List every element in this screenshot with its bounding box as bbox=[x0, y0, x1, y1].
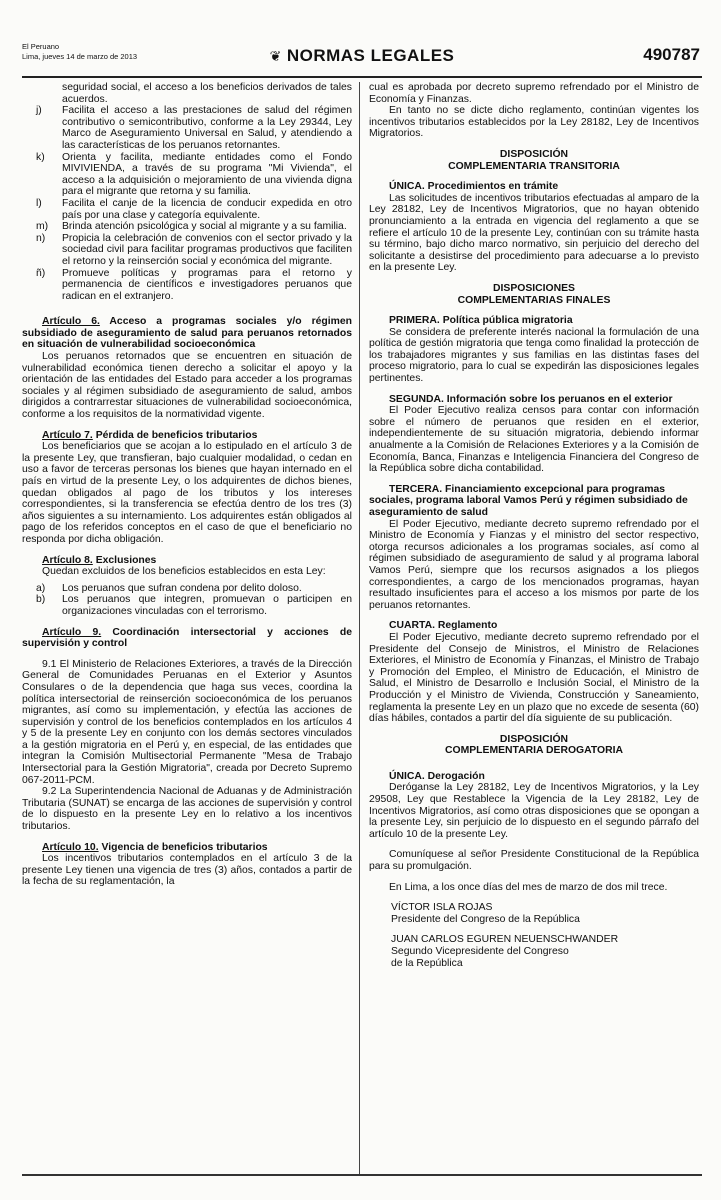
article-9-paragraph-1: 9.1 El Ministerio de Relaciones Exteriores, a través de la Dirección General de Comunidades Peruanas en el Exterior y Asuntos Consulares o de la dependencia que haga sus veces, coordina la política intersectorial de reinserción socioeconómica de los peruanos migrantes, así como su implementación, y efectúa las acciones de supervisión y control de los beneficios contemplados en los artículos 4 y 5 de la presente Ley en conjunto con los demás sectores vinculados a la gestión migratoria en el Perú y, en especial, de las entidades que integran la Comisión Multisectorial Permanente "Mesa de Trabajo Intersectorial para la Gestión Migratoria", creada por Decreto Supremo 067-2011-PCM. bbox=[22, 658, 352, 786]
heading-line: COMPLEMENTARIAS FINALES bbox=[457, 294, 611, 306]
article-number: Artículo 10. bbox=[42, 841, 99, 853]
article-10-text: Los incentivos tributarios contemplados en el artículo 3 de la presente Ley tienen una vigencia de tres (3) años, contados a partir de la fecha de su reglamentación, la bbox=[22, 853, 352, 888]
heading-line: DISPOSICIONES bbox=[493, 282, 575, 294]
signatory-1-role: Presidente del Congreso de la República bbox=[391, 913, 580, 925]
tercera-text: El Poder Ejecutivo, mediante decreto supremo refrendado por el Ministro de Economía y Fianzas y el ministro del sector respectivo, otorga recursos adicionales a los programas sociales, así como al régimen subsidiado de aseguramiento de salud y al programa laboral Vamos Perú, siempre que los recursos asignados a los pliegos correspondientes, a cargo de los mencionados programas, hayan resultado insuficientes para el acceso a los mismos por parte de los peruanos retornantes. bbox=[369, 518, 699, 611]
list-marker: j) bbox=[36, 105, 42, 117]
final-provisions-heading bbox=[369, 283, 699, 306]
article-6-heading bbox=[22, 316, 352, 351]
article-title: Exclusiones bbox=[92, 554, 157, 566]
segunda-text: El Poder Ejecutivo realiza censos para contar con información sobre el número de peruanos que residen en el exterior, independientemente de su situación migratoria, debiendo informar anualmente a la Comisión de Relaciones Exteriores y a la Comisión de Economía, Banca, Finanzas e Inteligencia Financiera del Congreso de la República sobre dicha contabilidad. bbox=[369, 405, 699, 475]
article-8-heading bbox=[22, 555, 352, 567]
list-marker: k) bbox=[36, 151, 45, 163]
list-item bbox=[22, 105, 352, 151]
article-10-heading bbox=[22, 842, 352, 854]
column-divider bbox=[359, 82, 360, 1174]
cuarta-text: El Poder Ejecutivo, mediante decreto supremo refrendado por el Presidente del Consejo de Ministros, el Ministro de Relaciones Exteriores, el Ministro de Economía y Finanzas, el Ministro de Trabajo y Promoción del Empleo, el Ministro de Educación, el Ministro de Salud, el Ministro de Desarrollo e Inclusión Social, el Ministro de la Producción y el Ministro de Vivienda, Construcción y Saneamiento, reglamenta la presente Ley en un plazo que no excede de sesenta (60) días hábiles, contados a partir del día siguiente de su publicación. bbox=[369, 631, 699, 725]
list-text: Propicia la celebración de convenios con el sector privado y la sociedad civil para facilitar programas productivos que faciliten el retorno y la reinserción social y económica del migrante. bbox=[62, 232, 352, 267]
list-item bbox=[22, 198, 352, 221]
primera-title: PRIMERA. Política pública migratoria bbox=[389, 315, 573, 327]
coat-of-arms-icon: ❦ bbox=[269, 48, 282, 64]
derogatory-heading bbox=[369, 734, 699, 757]
signatory-2-name: JUAN CARLOS EGUREN NEUENSCHWANDER bbox=[391, 934, 619, 946]
unica-procedimientos-text: Las solicitudes de incentivos tributarios efectuadas al amparo de la Ley 28182, Ley de Incentivos Migratorios, que no hayan obtenido pronunciamiento a la entrada en vigencia del reglamento a que se refiere el artículo 10 de la presente Ley, continúan con su trámite hasta su término, bajo dicho marco normativo, sin perjuicio del derecho del solicitante a desistirse del procedimiento para adecuarse a lo previsto en la presente Ley. bbox=[369, 192, 699, 274]
newspaper-name: El Peruano bbox=[22, 42, 60, 51]
unica-derogacion-text: Deróganse la Ley 28182, Ley de Incentivos Migratorios, y la Ley 29508, Ley que Restablece la Vigencia de la Ley 28182, Ley de Incentivos Migratorios, así como otras disposiciones que se opongan a la presente Ley, sin perjuicio de lo dispuesto en el segundo párrafo del artículo 10 de la presente Ley. bbox=[369, 782, 699, 840]
article-7-text: Los beneficiarios que se acojan a lo estipulado en el artículo 3 de la presente Ley, que transfieran, bajo cualquier modalidad, o cedan en uso a favor de terceras personas los bienes que hayan internado en el país en virtud de la presente Ley, o los adquirentes de dichos bienes, quedan obligados al pago de los tributos y los intereses correspondientes, si la transferencia se efectúa dentro de los tres (3) años siguientes a su internamiento. Los adquirentes están obligados al pago de los referidos conceptos en el caso de que el beneficiario no responda por dicha obligación. bbox=[22, 441, 352, 545]
article-title: Acceso a programas sociales y/o régimen subsidiado de aseguramiento de salud para peruanos retornados en situación de vulnerabilidad socioeconómica bbox=[22, 316, 352, 351]
list-text: Los peruanos que integren, promuevan o participen en organizaciones vinculadas con el terrorismo. bbox=[62, 594, 352, 617]
list-marker: a) bbox=[36, 582, 46, 594]
section-title bbox=[22, 46, 702, 66]
heading-line: COMPLEMENTARIA TRANSITORIA bbox=[448, 160, 620, 172]
list-item bbox=[22, 268, 352, 303]
tercera-title: TERCERA. Financiamiento excepcional para programas sociales, programa laboral Vamos Perú y régimen subsidiado de aseguramiento de salud bbox=[369, 483, 688, 518]
list-text: Brinda atención psicológica y social al migrante y a su familia. bbox=[62, 221, 347, 233]
heading-line: COMPLEMENTARIA DEROGATORIA bbox=[445, 745, 623, 757]
article-7-heading bbox=[22, 430, 352, 442]
list-marker: m) bbox=[36, 221, 49, 233]
list-item bbox=[22, 233, 352, 268]
item-i-continuation: seguridad social, el acceso a los beneficios derivados de tales acuerdos. bbox=[62, 82, 352, 105]
list-marker: ñ) bbox=[36, 267, 46, 279]
page-number: 490787 bbox=[643, 45, 700, 64]
cuarta-title: CUARTA. Reglamento bbox=[389, 620, 498, 632]
en-lima-text: En Lima, a los once días del mes de marzo de dos mil trece. bbox=[389, 881, 668, 893]
segunda-title: SEGUNDA. Información sobre los peruanos en el exterior bbox=[389, 393, 673, 405]
signatory-2-role: Segundo Vicepresidente del Congreso bbox=[391, 946, 569, 957]
exclusion-item bbox=[22, 594, 352, 617]
article-10-continuation: cual es aprobada por decreto supremo refrendado por el Ministro de Economía y Finanzas. bbox=[369, 82, 699, 105]
list-text: Facilita el acceso a las prestaciones de salud del régimen contributivo o semicontributivo, conforme a la Ley 29344, Ley Marco de Aseguramiento Universal en Salud, y atendiendo a las características de los peruanos retornantes. bbox=[62, 105, 352, 151]
list-marker: b) bbox=[36, 594, 46, 606]
article-number: Artículo 6. bbox=[42, 316, 100, 328]
publication-date: Lima, jueves 14 de marzo de 2013 bbox=[22, 52, 138, 61]
left-column bbox=[22, 82, 352, 888]
comuniquese-text: Comuníquese al señor Presidente Constitucional de la República para su promulgación. bbox=[369, 849, 699, 873]
heading-line: DISPOSICIÓN bbox=[499, 733, 569, 745]
list-item bbox=[22, 221, 352, 233]
article-8-text: Quedan excluidos de los beneficios establecidos en esta Ley: bbox=[42, 566, 326, 578]
article-title: Pérdida de beneficios tributarios bbox=[92, 429, 258, 441]
article-6-text: Los peruanos retornados que se encuentren en situación de vulnerabilidad económica tienen derecho a solicitar el apoyo y la orientación de las entidades del Estado para acceder a los programas sociales y al régimen subsidiado de aseguramiento de salud, ambos dirigidos a contrarrestar situaciones de vulnerabilidad socioeconómica, conforme a los requisitos de la normatividad vigente. bbox=[22, 351, 352, 421]
exclusion-item bbox=[22, 583, 352, 595]
list-text: Los peruanos que sufran condena por delito doloso. bbox=[62, 582, 302, 594]
article-number: Artículo 8. bbox=[42, 554, 93, 566]
article-9-heading bbox=[22, 627, 352, 650]
transitory-heading bbox=[369, 149, 699, 172]
article-number: Artículo 7. bbox=[42, 429, 93, 441]
bottom-rule bbox=[22, 1174, 702, 1176]
article-title: Vigencia de beneficios tributarios bbox=[98, 841, 268, 853]
signatory-2-role-cont: de la República bbox=[391, 957, 463, 969]
page-header bbox=[22, 42, 702, 78]
list-item bbox=[22, 152, 352, 198]
list-text: Promueve políticas y programas para el retorno y permanencia de científicos e investigadores peruanos que radican en el extranjero. bbox=[62, 267, 352, 302]
article-10-paragraph-2: En tanto no se dicte dicho reglamento, continúan vigentes los incentivos tributarios establecidos por la Ley 28182, Ley de Incentivos Migratorios. bbox=[369, 105, 699, 140]
signatory-1-name: VÍCTOR ISLA ROJAS bbox=[391, 902, 493, 914]
list-marker: n) bbox=[36, 232, 46, 244]
article-title: Coordinación intersectorial y acciones de supervisión y control bbox=[22, 626, 352, 650]
right-column bbox=[369, 82, 699, 969]
list-text: Facilita el canje de la licencia de conducir expedida en otro país por una clase y categoría equivalente. bbox=[62, 197, 352, 221]
unica-procedimientos-title: ÚNICA. Procedimientos en trámite bbox=[389, 181, 559, 193]
article-number: Artículo 9. bbox=[42, 626, 102, 638]
article-9-paragraph-2: 9.2 La Superintendencia Nacional de Aduanas y de Administración Tributaria (SUNAT) se encarga de las acciones de supervisión y control de lo dispuesto en la presente Ley en lo relativo a los incentivos tributarios. bbox=[22, 786, 352, 833]
primera-text: Se considera de preferente interés nacional la formulación de una política de gestión migratoria que tenga como finalidad la protección de los trabajadores migrantes y sus familias en las distintas fases del proceso migratorio, para lo cual se expedirán las disposiciones legales pertinentes. bbox=[369, 326, 699, 385]
section-title-text: NORMAS LEGALES bbox=[286, 46, 455, 65]
list-marker: l) bbox=[36, 197, 42, 209]
unica-derogacion-title: ÚNICA. Derogación bbox=[389, 770, 485, 782]
heading-line: DISPOSICIÓN bbox=[499, 148, 569, 160]
list-text: Orienta y facilita, mediante entidades como el Fondo MIVIVIENDA, a través de su programa "Mi Vivienda", el acceso a la adquisición o mejoramiento de una vivienda digna para el migrante que retorna y su familia. bbox=[62, 151, 352, 198]
